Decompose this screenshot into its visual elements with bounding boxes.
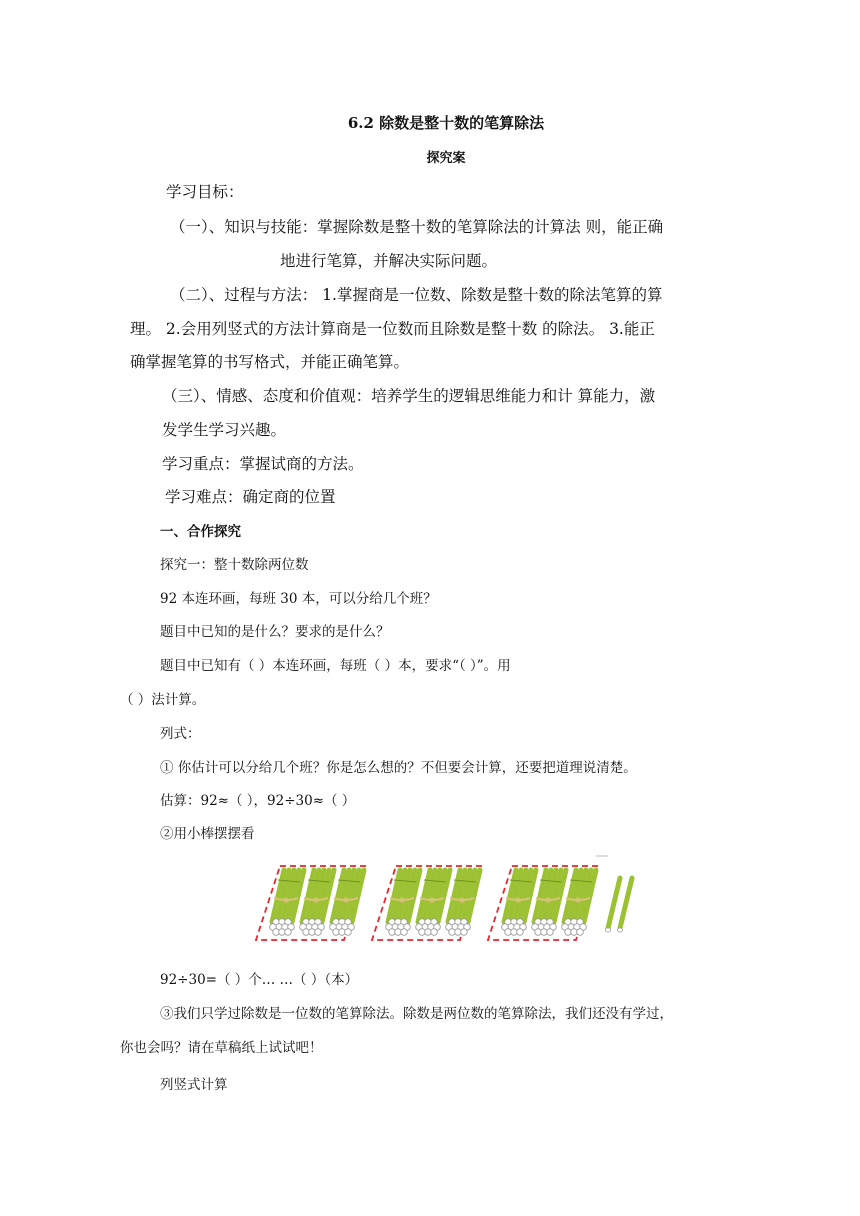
stick-bundle xyxy=(416,870,450,935)
sticks-label: ②用小棒摆摆看 xyxy=(160,826,255,842)
stick-bundle xyxy=(330,870,364,935)
goal1-line2: 地进行笔算，并解决实际问题。 xyxy=(280,252,498,270)
goal2-line2: 理。 2.会用列竖式的方法计算商是一位数而且除数是整十数 的除法。 3.能正 xyxy=(130,320,655,338)
stick-end xyxy=(315,929,322,936)
fill-line2: （ ）法计算。 xyxy=(120,692,206,708)
page-title: 6.2 除数是整十数的笔算除法 xyxy=(347,114,545,132)
key-point: 学习重点：掌握试商的方法。 xyxy=(162,455,364,473)
stick-bundle xyxy=(446,870,480,935)
question-text: 题目中已知的是什么？要求的是什么？ xyxy=(160,624,390,640)
explore1-heading: 探究一：整十数除两位数 xyxy=(160,557,309,573)
stick-end xyxy=(431,929,438,936)
stick-end xyxy=(517,929,524,936)
goal3-line2: 发学生学习兴趣。 xyxy=(162,421,287,439)
stick-group xyxy=(488,866,598,940)
stick-end xyxy=(345,929,352,936)
stick-group xyxy=(256,866,366,940)
goal3-line1: （三）、情感、态度和价值观：培养学生的逻辑思维能力和计 算能力，激 xyxy=(162,387,656,405)
stick-end xyxy=(547,929,554,936)
problem-text: 92 本连环画，每班 30 本，可以分给几个班？ xyxy=(160,591,437,607)
stick-end xyxy=(401,929,408,936)
loose-stick xyxy=(620,878,632,928)
section-heading: 一、合作探究 xyxy=(160,524,241,540)
loose-stick xyxy=(608,878,620,928)
fill-line1: 题目中已知有（ ）本连环画，每班（ ）本，要求“（ ）”。用 xyxy=(160,658,511,674)
formula-label: 列式： xyxy=(160,726,201,742)
estimate-line: 估算：92≈（ ），92÷30≈（ ） xyxy=(160,793,356,809)
stick-bundle xyxy=(562,870,596,935)
sticks-illustration xyxy=(250,852,650,946)
goal1-line1: （一）、知识与技能：掌握除数是整十数的笔算除法的计算法 则，能正确 xyxy=(170,218,664,236)
goal2-line3: 确掌握笔算的书写格式，并能正确笔算。 xyxy=(130,353,410,371)
difficulty: 学习难点：确定商的位置 xyxy=(165,488,336,506)
goals-heading: 学习目标： xyxy=(166,183,244,201)
page-subtitle: 探究案 xyxy=(426,151,466,166)
result-line: 92÷30=（ ）个… …（ ）（本） xyxy=(160,972,359,988)
note-line2: 你也会吗？请在草稿纸上试试吧！ xyxy=(120,1040,323,1056)
loose-stick-end xyxy=(605,928,610,932)
stick-bundle xyxy=(532,870,566,935)
stick-end xyxy=(285,929,292,936)
goal2-line1: （二）、过程与方法： 1.掌握商是一位数、除数是整十数的除法笔算的算 xyxy=(170,286,663,304)
note-line1: ③我们只学过除数是一位数的笔算除法。除数是两位数的笔算除法，我们还没有学过， xyxy=(160,1006,673,1022)
loose-stick-end xyxy=(617,928,622,932)
estimate-question: ① 你估计可以分给几个班？你是怎么想的？不但要会计算，还要把道理说清楚。 xyxy=(160,760,637,776)
stick-end xyxy=(577,929,584,936)
vertical-calc-label: 列竖式计算 xyxy=(160,1077,228,1093)
stick-bundle xyxy=(300,870,334,935)
stick-group xyxy=(372,866,482,940)
stick-end xyxy=(461,929,468,936)
